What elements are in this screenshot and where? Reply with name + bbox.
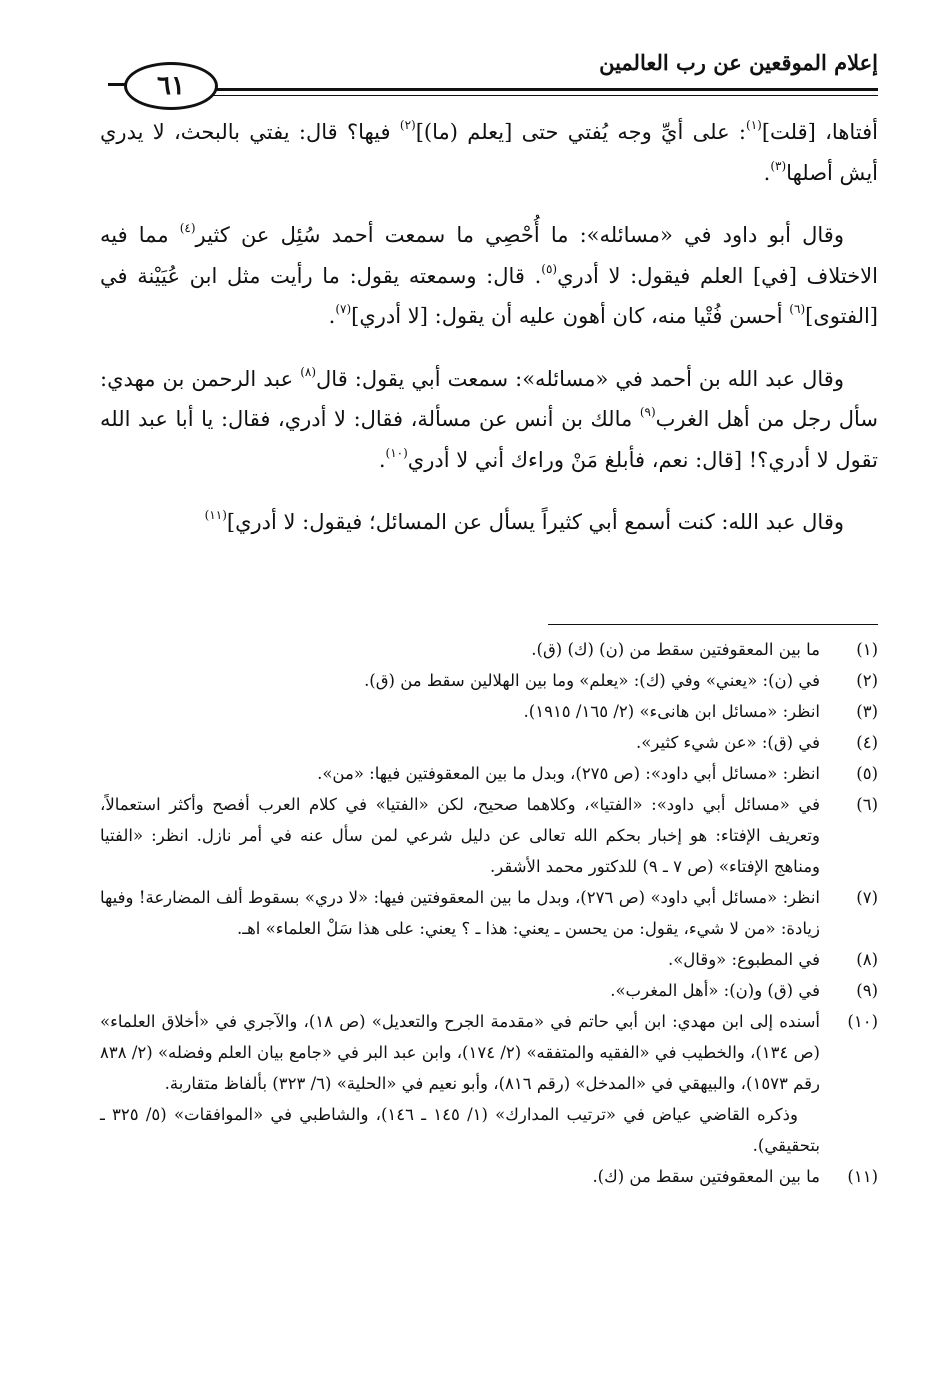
footnote-ref: (٢)	[399, 118, 416, 132]
text-run: أحسن فُتْيا منه، كان أهون عليه أن يقول: [لا أدري]	[351, 304, 790, 328]
footnote-ref: (٣)	[770, 158, 787, 173]
footnote-ref: (١)	[746, 118, 762, 132]
footnote-number: (٤)	[856, 733, 878, 752]
footnotes	[100, 634, 878, 1192]
text-run: . قال: وسمعته يقول: ما رأيت مثل ابن عُيَيْنة في [الفتوى]	[100, 263, 878, 328]
footnote-10-continuation: وذكره القاضي عياض في «ترتيب المدارك» (١/ ١٤٥ ـ ١٤٦)، والشاطبي في «الموافقات» (٥/ ٣٢٥ ـ بتحقيقي).	[100, 1105, 820, 1155]
footnote-text: ما بين المعقوفتين سقط من (ك).	[592, 1167, 820, 1186]
footnote-separator	[548, 624, 878, 625]
page-number-text: ٦١	[157, 71, 185, 101]
footnote-number: (٧)	[856, 888, 878, 907]
footnote-3	[100, 696, 878, 727]
header-rule-thin	[212, 95, 878, 96]
footnote-9	[100, 975, 878, 1006]
footnote-number: (١)	[856, 640, 878, 659]
footnote-text: ما بين المعقوفتين سقط من (ن) (ك) (ق).	[531, 640, 820, 659]
footnote-text: في (ق): «عن شيء كثير».	[636, 733, 820, 752]
footnote-7	[100, 882, 878, 944]
footnote-text: أسنده إلى ابن مهدي: ابن أبي حاتم في «مقدمة الجرح والتعديل» (ص ١٨)، والآجري في «أخلاق العلماء» (ص ١٣٤)، والخطيب في «الفقيه والمتفقه» (٢/ ١٧٤)، وابن عبد البر في «جامع بيان العلم وفضله» (٢/ ٨٣٨ رقم ١٥٧٣)، والبيهقي في «المدخل» (رقم ٨١٦)، وأبو نعيم في «الحلية» (٦/ ٣٢٣) بألفاظ متقاربة.	[100, 1012, 821, 1093]
footnote-ref: (١٠)	[385, 445, 408, 460]
text-run: فيها؟ قال: يفتي بالبحث، لا يدري أيش أصلها	[100, 120, 878, 185]
footnote-10	[100, 1006, 878, 1099]
header-rule-thick	[212, 88, 878, 91]
footnote-number: (٨)	[856, 950, 878, 969]
footnote-ref: (٦)	[789, 302, 806, 316]
footnote-number: (٢)	[856, 671, 878, 690]
footnote-number: (٣)	[856, 702, 878, 721]
text-run: وقال أبو داود في «مسائله»: ما أُحْصِي ما سمعت أحمد سُئِل عن كثير	[195, 223, 844, 247]
text-run: .	[328, 304, 336, 328]
footnote-text: انظر: «مسائل أبي داود»: (ص ٢٧٥)، وبدل ما بين المعقوفتين فيها: «من».	[317, 764, 820, 783]
footnote-ref: (٩)	[639, 405, 656, 419]
footnote-text: انظر: «مسائل أبي داود» (ص ٢٧٦)، وبدل ما بين المعقوفتين فيها: «لا دري» بسقوط ألف المضارعة! وفيها زيادة: «من لا شيء، يقول: من يحسن ـ يعني: هذا ـ ؟ يعني: على هذا سَلْ العلماء» اهـ.	[100, 888, 820, 938]
text-run: وقال عبد الله: كنت أسمع أبي كثيراً يسأل عن المسائل؛ فيقول: لا أدري]	[226, 510, 844, 534]
text-run: .	[763, 160, 771, 185]
footnote-8	[100, 944, 878, 975]
footnote-number: (٩)	[856, 981, 878, 1000]
page-number	[124, 62, 218, 110]
text-run: وقال عبد الله بن أحمد في «مسائله»: سمعت أبي يقول: قال	[316, 366, 844, 391]
footnote-ref: (٧)	[335, 302, 352, 316]
footnote-ref: (١١)	[204, 508, 227, 522]
footnote-number: (١١)	[847, 1167, 878, 1186]
footnote-ref: (٥)	[541, 261, 558, 276]
footnote-5	[100, 758, 878, 789]
footnote-11	[100, 1161, 878, 1192]
footnote-text: انظر: «مسائل ابن هانىء» (٢/ ١٦٥/ ١٩١٥).	[523, 702, 820, 721]
footnote-6	[100, 789, 878, 882]
footnote-text: في (ق) و(ن): «أهل المغرب».	[610, 981, 820, 1000]
footnote-text: في «مسائل أبي داود»: «الفتيا»، وكلاهما صحيح، لكن «الفتيا» في كلام العرب أفصح وأكثر استعمالاً، وتعريف الإفتاء: هو إخبار بحكم الله تعالى عن دليل شرعي لمن سأل عنه في أمر نازل. انظر: «الفتيا ومناهج الإفتاء» (ص ٧ ـ ٩) للدكتور محمد الأشقر.	[100, 795, 820, 876]
footnote-text: في المطبوع: «وقال».	[667, 950, 820, 969]
footnote-ref: (٨)	[300, 364, 317, 379]
text-run: مالك بن أنس عن مسألة، فقال: لا أدري، فقال: يا أبا عبد الله تقول لا أدري؟! [قال: نعم، فأبلغ مَنْ وراءك أني لا أدري	[100, 407, 878, 472]
footnote-1	[100, 634, 878, 665]
footnote-text: في (ن): «يعني» وفي (ك): «يعلم» وما بين الهلالين سقط من (ق).	[364, 671, 820, 690]
footnote-number: (١٠)	[847, 1012, 878, 1031]
footnote-2	[100, 665, 878, 696]
text-run: مما فيه الاختلاف [في] العلم فيقول: لا أدري	[100, 223, 878, 288]
paragraph-3	[100, 359, 878, 481]
running-title: إعلام الموقعين عن رب العالمين	[599, 50, 878, 75]
paragraph-2	[100, 215, 878, 337]
footnote-number: (٥)	[856, 764, 878, 783]
paragraph-1	[100, 112, 878, 193]
footnote-4	[100, 727, 878, 758]
text-run: عبد الرحمن بن مهدي: سأل رجل من أهل الغرب	[100, 366, 878, 431]
footnote-ref: (٤)	[179, 221, 196, 235]
page-header	[100, 42, 878, 106]
text-run: .	[378, 447, 386, 472]
paragraph-4	[100, 502, 878, 543]
text-run: أفتاها، [قلت]	[761, 120, 879, 144]
main-text	[100, 112, 878, 565]
text-run: : على أيِّ وجه يُفتي حتى [يعلم (ما)]	[415, 120, 747, 144]
footnote-number: (٦)	[856, 795, 878, 814]
